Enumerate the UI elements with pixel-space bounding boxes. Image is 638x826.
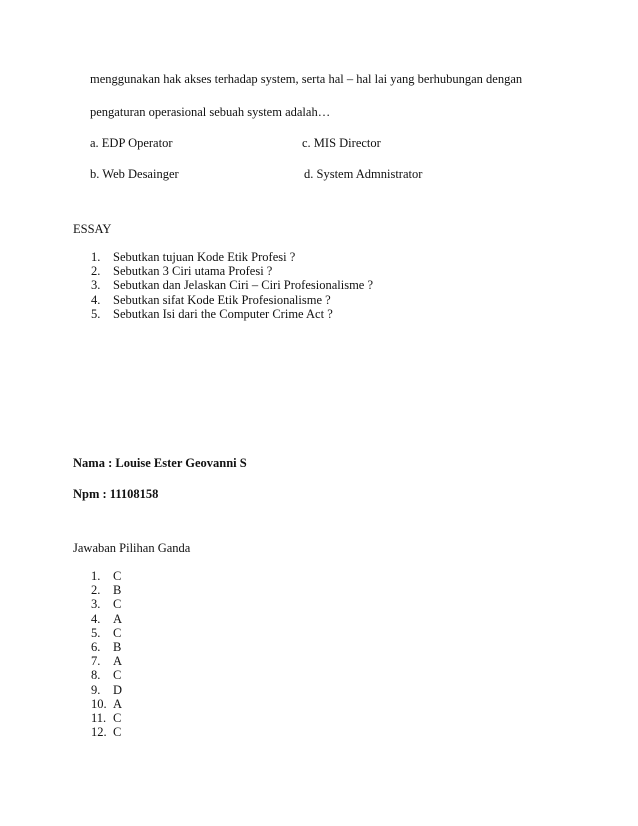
essay-item-text: Sebutkan dan Jelaskan Ciri – Ciri Profesionalisme ? xyxy=(113,278,374,293)
essay-list xyxy=(91,250,373,321)
question-text-line-2: pengaturan operasional sebuah system adalah… xyxy=(90,105,331,119)
answer-letter: B xyxy=(113,640,122,655)
essay-item xyxy=(91,293,373,307)
essay-item-text: Sebutkan 3 Ciri utama Profesi ? xyxy=(113,264,273,279)
answer-number: 4. xyxy=(91,611,101,626)
answer-number: 2. xyxy=(91,583,101,598)
answer-number: 10. xyxy=(91,696,107,711)
answer-item xyxy=(91,640,122,654)
answer-number: 3. xyxy=(91,597,101,612)
answer-letter: A xyxy=(113,654,123,669)
answer-letter: C xyxy=(113,597,122,612)
answer-letter: A xyxy=(113,611,123,626)
answer-number: 6. xyxy=(91,640,101,655)
answer-item xyxy=(91,683,122,697)
answer-letter: C xyxy=(113,625,122,640)
answer-item xyxy=(91,654,122,668)
essay-item xyxy=(91,264,373,278)
answer-item xyxy=(91,583,122,597)
answers-list xyxy=(91,569,122,739)
essay-item xyxy=(91,278,373,292)
option-d: d. System Admnistrator xyxy=(304,167,423,181)
answer-item xyxy=(91,668,122,682)
question-text-line-1: menggunakan hak akses terhadap system, serta hal – hal lai yang berhubungan dengan xyxy=(90,72,523,86)
essay-item xyxy=(91,307,373,321)
answer-letter: C xyxy=(113,725,122,740)
answer-letter: C xyxy=(113,569,122,583)
answer-item xyxy=(91,697,122,711)
answer-letter: C xyxy=(113,711,122,726)
essay-item-number: 3. xyxy=(91,278,101,293)
option-b: b. Web Desainger xyxy=(90,167,179,181)
answer-item xyxy=(91,597,122,611)
student-name: Nama : Louise Ester Geovanni S xyxy=(73,456,247,470)
answer-letter: C xyxy=(113,668,122,683)
option-c: c. MIS Director xyxy=(302,136,381,150)
essay-item-text: Sebutkan tujuan Kode Etik Profesi ? xyxy=(113,250,296,264)
answer-letter: B xyxy=(113,583,122,598)
answer-number: 8. xyxy=(91,668,101,683)
option-a: a. EDP Operator xyxy=(90,136,173,150)
answer-letter: A xyxy=(113,696,123,711)
answer-number: 1. xyxy=(91,569,101,583)
student-npm: Npm : 11108158 xyxy=(73,487,159,501)
essay-item-number: 5. xyxy=(91,306,101,321)
answer-number: 11. xyxy=(91,711,107,726)
essay-item-text: Sebutkan Isi dari the Computer Crime Act ? xyxy=(113,306,333,321)
essay-item-number: 4. xyxy=(91,292,101,307)
answer-letter: D xyxy=(113,682,123,697)
essay-item-number: 1. xyxy=(91,250,101,264)
answer-item xyxy=(91,711,122,725)
essay-item xyxy=(91,250,373,264)
answers-heading: Jawaban Pilihan Ganda xyxy=(73,541,191,555)
answer-number: 7. xyxy=(91,654,101,669)
answer-number: 9. xyxy=(91,682,101,697)
essay-item-text: Sebutkan sifat Kode Etik Profesionalisme ? xyxy=(113,292,331,307)
answer-item xyxy=(91,612,122,626)
essay-heading: ESSAY xyxy=(73,222,112,236)
essay-item-number: 2. xyxy=(91,264,101,279)
answer-item xyxy=(91,725,122,739)
answer-item xyxy=(91,626,122,640)
answer-item xyxy=(91,569,122,583)
answer-number: 12. xyxy=(91,725,107,740)
answer-number: 5. xyxy=(91,625,101,640)
